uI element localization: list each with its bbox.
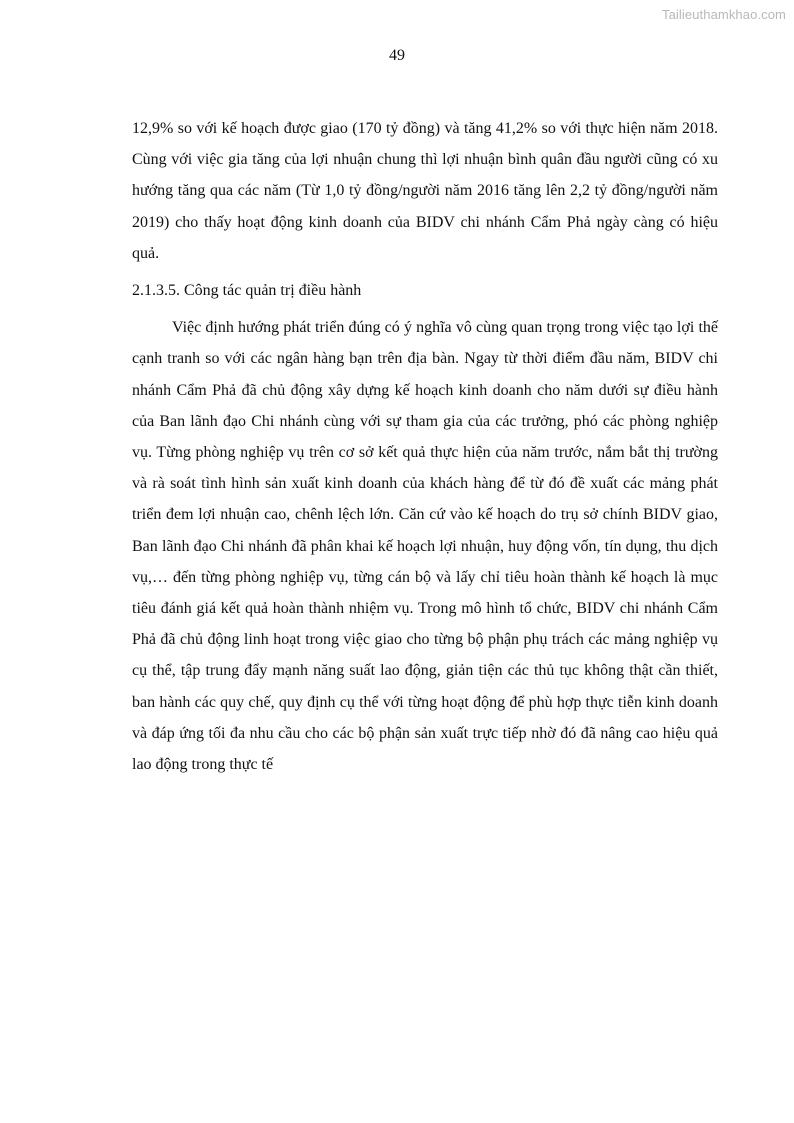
document-body [132, 113, 718, 780]
page-number: 49 [389, 47, 405, 64]
paragraph-body: Việc định hướng phát triển đúng có ý nghĩa vô cùng quan trọng trong việc tạo lợi thế cạnh tranh so với các ngân hàng bạn trên địa bàn. Ngay từ thời điểm đầu năm, BIDV chi nhánh Cẩm Phả đã chủ động xây dựng kế hoạch kinh doanh cho năm dưới sự điều hành của Ban lãnh đạo Chi nhánh cùng với sự tham gia của các trưởng, phó các phòng nghiệp vụ. Từng phòng nghiệp vụ trên cơ sở kết quả thực hiện của năm trước, nắm bắt thị trường và rà soát tình hình sản xuất kinh doanh của khách hàng để từ đó đề xuất các mảng phát triển đem lợi nhuận cao, chênh lệch lớn. Căn cứ vào kế hoạch do trụ sở chính BIDV giao, Ban lãnh đạo Chi nhánh đã phân khai kế hoạch lợi nhuận, huy động vốn, tín dụng, thu dịch vụ,… đến từng phòng nghiệp vụ, từng cán bộ và lấy chỉ tiêu hoàn thành kế hoạch là mục tiêu đánh giá kết quả hoàn thành nhiệm vụ. Trong mô hình tổ chức, BIDV chi nhánh Cẩm Phả đã chủ động linh hoạt trong việc giao cho từng bộ phận phụ trách các mảng nghiệp vụ cụ thể, tập trung đẩy mạnh năng suất lao động, giản tiện các thủ tục không thật cần thiết, ban hành các quy chế, quy định cụ thể với từng hoạt động để phù hợp thực tiễn kinh doanh và đáp ứng tối đa nhu cầu cho các bộ phận sản xuất trực tiếp nhờ đó đã nâng cao hiệu quả lao động trong thực tế [132, 319, 718, 774]
watermark-text: Tailieuthamkhao.com [661, 7, 786, 22]
paragraph-continuation: 12,9% so với kế hoạch được giao (170 tỷ đồng) và tăng 41,2% so với thực hiện năm 2018. Cùng với việc gia tăng của lợi nhuận chung thì lợi nhuận bình quân đầu người cũng có xu hướng tăng qua các năm (Từ 1,0 tỷ đồng/người năm 2016 tăng lên 2,2 tỷ đồng/người năm 2019) cho thấy hoạt động kinh doanh của BIDV chi nhánh Cẩm Phả ngày càng có hiệu quả. [132, 120, 718, 262]
section-heading: 2.1.3.5. Công tác quản trị điều hành [132, 282, 362, 300]
